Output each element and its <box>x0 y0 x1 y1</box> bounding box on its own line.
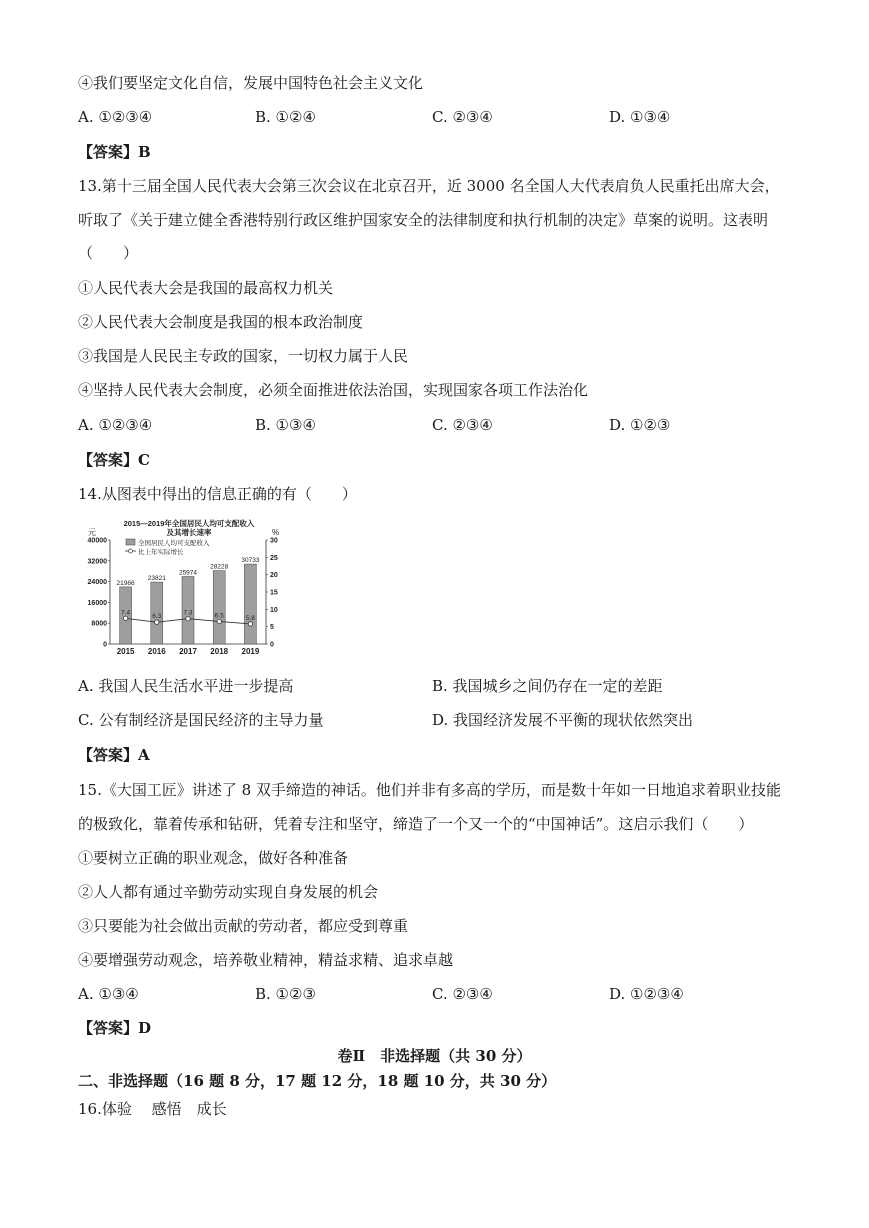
q15-answer: 【答案】D <box>78 1019 152 1037</box>
x-tick-label: 2019 <box>241 647 260 656</box>
q13-answer-paren: （ ） <box>78 244 139 262</box>
income-bar-label: 25974 <box>178 569 198 577</box>
growth-point <box>155 620 159 624</box>
q14-option-d: D. 我国经济发展不平衡的现状依然突出 <box>432 711 694 729</box>
y-left-tick-label: 32000 <box>87 558 107 566</box>
income-bar-label: 23821 <box>147 575 166 583</box>
y-left-unit: 元 <box>88 528 96 537</box>
q15-statement-3: ③只要能为社会做出贡献的劳动者，都应受到尊重 <box>78 917 409 935</box>
part2-section-title: 二、非选择题（16 题 8 分，17 题 12 分，18 题 10 分，共 30 分） <box>78 1072 557 1090</box>
x-tick-label: 2016 <box>147 647 166 656</box>
y-right-tick-label: 0 <box>270 641 274 649</box>
y-right-tick-label: 15 <box>270 589 278 597</box>
y-right-tick-label: 20 <box>270 572 278 580</box>
y-right-tick-label: 5 <box>270 624 274 632</box>
q16-stem: 16.体验 感悟 成长 <box>78 1100 227 1118</box>
y-left-tick-label: 16000 <box>87 599 107 607</box>
q14-option-c: C. 公有制经济是国民经济的主导力量 <box>78 711 324 729</box>
q14-answer: 【答案】A <box>78 746 150 764</box>
q15-option-a: A. ①③④ <box>78 985 139 1003</box>
chart-title-line2: 及其增长速率 <box>166 528 212 537</box>
q12-option-d: D. ①③④ <box>609 108 671 126</box>
q13-stem-line1: 13.第十三届全国人民代表大会第三次会议在北京召开，近 3000 名全国人大代表肩负人民重托出席大会， <box>78 177 780 195</box>
chart-title-line1: 2015—2019年全国居民人均可支配收入 <box>123 519 255 528</box>
growth-point <box>217 619 221 623</box>
q13-statement-3: ③我国是人民民主专政的国家，一切权力属于人民 <box>78 347 409 365</box>
q12-option-c: C. ②③④ <box>432 108 493 126</box>
q13-stem-line2: 听取了《关于建立健全香港特别行政区维护国家安全的法律制度和执行机制的决定》草案的说明。这表明 <box>78 211 769 229</box>
part2-heading: 卷Ⅱ 非选择题（共 30 分） <box>337 1047 532 1065</box>
y-right-unit: % <box>272 528 280 537</box>
q15-stem-line1: 15.《大国工匠》讲述了 8 双手缔造的神话。他们并非有多高的学历，而是数十年如一日地追求着职业技能 <box>78 781 781 799</box>
q13-option-a: A. ①②③④ <box>78 416 153 434</box>
q15-statement-4: ④要增强劳动观念，培养敬业精神，精益求精、追求卓越 <box>78 951 454 969</box>
growth-point-label: 7.3 <box>183 609 193 617</box>
chart-bars <box>117 557 260 644</box>
income-chart <box>76 516 302 662</box>
y-right-tick-label: 25 <box>270 554 278 562</box>
q14-stem: 14.从图表中得出的信息正确的有（ ） <box>78 485 357 503</box>
y-left-tick-label: 8000 <box>91 620 107 628</box>
y-right-tick-label: 10 <box>270 606 278 614</box>
y-left-tick-label: 24000 <box>87 579 107 587</box>
y-right-tick-label: 30 <box>270 537 278 545</box>
q14-option-a: A. 我国人民生活水平进一步提高 <box>78 677 294 695</box>
growth-point <box>186 616 190 620</box>
q15-option-d: D. ①②③④ <box>609 985 684 1003</box>
q15-statement-1: ①要树立正确的职业观念，做好各种准备 <box>78 849 349 867</box>
q12-option-a: A. ①②③④ <box>78 108 153 126</box>
x-tick-label: 2018 <box>210 647 229 656</box>
legend-bar-swatch <box>126 539 135 545</box>
growth-point-label: 6.3 <box>152 613 162 621</box>
q12-statement-4: ④我们要坚定文化自信，发展中国特色社会主义文化 <box>78 74 424 92</box>
q13-option-d: D. ①②③ <box>609 416 671 434</box>
growth-point <box>248 622 252 626</box>
income-bar-label: 30733 <box>241 557 260 565</box>
q13-option-b: B. ①③④ <box>255 416 316 434</box>
q12-answer: 【答案】B <box>78 143 151 161</box>
q14-option-b: B. 我国城乡之间仍存在一定的差距 <box>432 677 663 695</box>
income-bar-label: 21966 <box>116 579 135 587</box>
y-left-tick-label: 40000 <box>87 537 107 545</box>
x-tick-label: 2017 <box>179 647 197 656</box>
growth-point-label: 5.8 <box>245 614 255 622</box>
growth-point-label: 6.5 <box>214 612 224 620</box>
legend-bar-label: 全国居民人均可支配收入 <box>138 540 210 547</box>
x-tick-label: 2015 <box>116 647 135 656</box>
q15-statement-2: ②人人都有通过辛勤劳动实现自身发展的机会 <box>78 883 379 901</box>
q12-option-b: B. ①②④ <box>255 108 316 126</box>
q15-option-c: C. ②③④ <box>432 985 493 1003</box>
growth-point-label: 7.4 <box>121 609 131 617</box>
y-left-tick-label: 0 <box>103 641 107 649</box>
q13-statement-2: ②人民代表大会制度是我国的根本政治制度 <box>78 313 364 331</box>
q13-option-c: C. ②③④ <box>432 416 493 434</box>
legend-line-label: 比上年实际增长 <box>138 549 184 556</box>
q13-answer: 【答案】C <box>78 451 150 469</box>
q13-statement-4: ④坚持人民代表大会制度，必须全面推进依法治国，实现国家各项工作法治化 <box>78 381 589 399</box>
legend-line-marker <box>129 549 133 553</box>
q13-statement-1: ①人民代表大会是我国的最高权力机关 <box>78 279 334 297</box>
q15-option-b: B. ①②③ <box>255 985 316 1003</box>
growth-point <box>123 616 127 620</box>
income-bar-label: 28228 <box>210 563 229 571</box>
income-bar <box>244 564 256 644</box>
q15-stem-line2: 的极致化，靠着传承和钻研，凭着专注和坚守，缔造了一个又一个的“中国神话”。这启示我们（ ） <box>78 815 754 833</box>
income-bar <box>213 571 225 644</box>
